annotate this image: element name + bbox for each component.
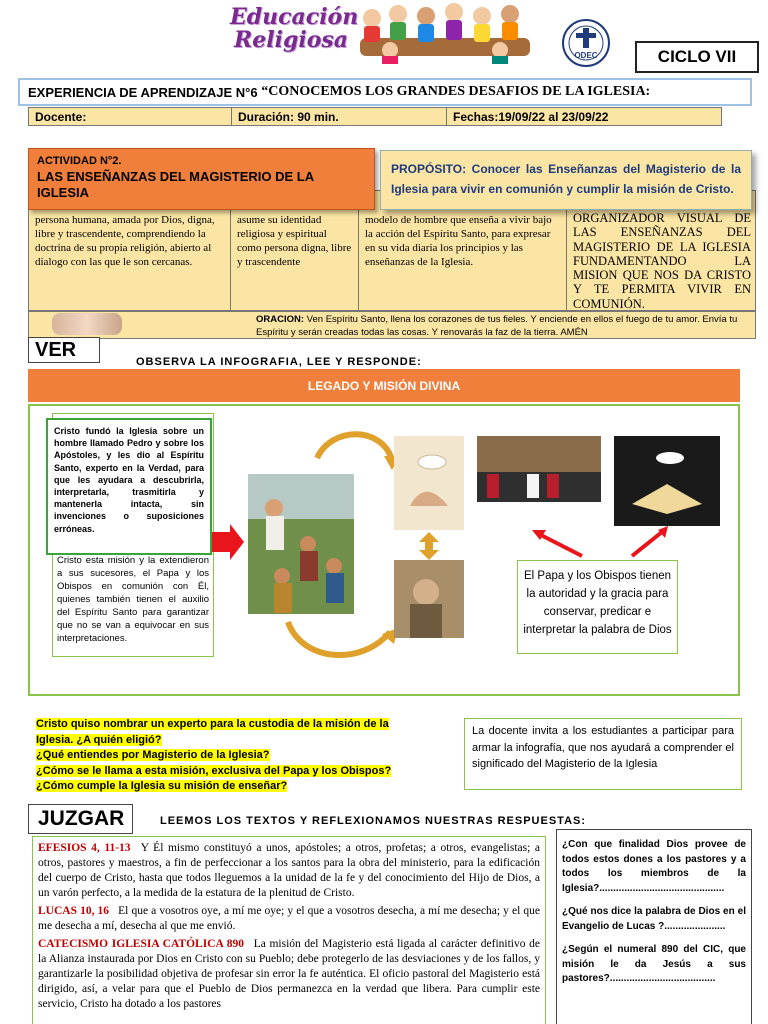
curved-arrow-bottom-icon xyxy=(288,622,390,655)
competencia-cell-3: modelo de hombre que enseña a vivir bajo la acción del Espíritu Santo, para expresar en su vida diaria los principios y las enseñanzas de la Iglesia. xyxy=(359,191,567,311)
question-3: ¿Cómo se le llama a esta misión, exclusiva del Papa y los Obispos? xyxy=(36,764,392,777)
red-arrow-right-icon xyxy=(212,524,244,560)
red-arrow-up-right-icon xyxy=(632,532,662,556)
children-illustration xyxy=(350,2,540,64)
ciclo-badge: CICLO VII xyxy=(635,41,759,73)
red-arrow-left-icon xyxy=(537,533,582,556)
curved-arrow-top-icon xyxy=(317,434,392,460)
juzgar-question-1: ¿Con que finalidad Dios provee de todos estos dones a los pastores y a todos los miembros de la Iglesia?............................................. xyxy=(562,839,746,894)
biblical-texts xyxy=(32,836,546,1024)
question-1: Cristo quiso nombrar un experto para la custodia de la misión de la Iglesia. ¿A quién eligió? xyxy=(36,718,389,746)
juzgar-question-2: ¿Qué nos dice la palabra de Dios en el Evangelio de Lucas ?...................... xyxy=(562,906,746,932)
question-2: ¿Qué entiendes por Magisterio de la Iglesia? xyxy=(36,749,270,761)
duracion-field: Duración: 90 min. xyxy=(232,108,447,125)
oracion-label: ORACION: xyxy=(256,314,305,325)
svg-text:ODEC: ODEC xyxy=(574,51,598,60)
logo-line-2: Religiosa xyxy=(234,27,349,53)
oracion-body: Ven Espíritu Santo, llena los corazones de tus fieles. Y enciende en ellos el fuego de tu amor. Envía tu Espíritu y serán creadas todas las cosas. Y renovarás la faz de la tierra. AMÉN xyxy=(256,314,738,338)
passage-text: El que a vosotros oye, a mí me oye; y el que a vosotros desecha, a mí me desecha; y el que me desecha a mí, desecha al que me envió. xyxy=(38,905,541,932)
docente-field: Docente: xyxy=(29,108,232,125)
juzgar-heading: JUZGAR xyxy=(28,804,133,834)
experiencia-name: “CONOCEMOS LOS GRANDES DESAFIOS DE LA IGLESIA: xyxy=(261,84,651,99)
logo-educacion-religiosa xyxy=(230,6,358,52)
docente-note: La docente invita a los estudiantes a participar para armar la infografía, que nos ayudará a comprender el significado del Magisterio de la Iglesia xyxy=(464,718,742,790)
proposito-label: PROPÓSITO: xyxy=(391,162,467,176)
infographic-overlay-card: Cristo fundó la Iglesia sobre un hombre llamado Pedro y sobre los Apóstoles, y les dio al Espíritu Santo, experto en la Verdad, para que les ayudara a descubrirla, interpretarla, trasmitirla y mantenerla intacta, sin invenciones o suposiciones erróneas. xyxy=(46,418,212,555)
logo-line-1: Educación xyxy=(230,4,359,30)
leemos-instruction: LEEMOS LOS TEXTOS Y REFLEXIONAMOS NUESTRAS RESPUESTAS: xyxy=(160,815,587,827)
passage-efesios xyxy=(38,841,540,901)
passage-ref: CATECISMO IGLESIA CATÓLICA 890 xyxy=(38,938,245,950)
odec-seal-logo xyxy=(556,18,616,68)
passage-catecismo xyxy=(38,937,540,1012)
passage-ref: EFESIOS 4, 11-13 xyxy=(38,842,131,854)
competencia-cell-2: asume su identidad religiosa y espiritual como persona digna, libre y trascendente xyxy=(231,191,359,311)
question-4: ¿Cómo cumple la Iglesia su misión de enseñar? xyxy=(36,780,288,792)
jesus-disciples-image xyxy=(248,474,354,614)
juzgar-question-3: ¿Según el numeral 890 del CIC, que misión le da Jesús a sus pastores?...................................... xyxy=(562,944,746,984)
passage-ref: LUCAS 10, 16 xyxy=(38,905,110,917)
praying-hands-image xyxy=(52,313,122,335)
observa-instruction: OBSERVA LA INFOGRAFIA, LEE Y RESPONDE: xyxy=(136,356,422,368)
passage-text: La misión del Magisterio está ligada al carácter definitivo de la Alianza instaurada por Dios en Cristo con su Pueblo; debe protegerlo de las desviaciones y de los fallos, y garantizarle la posibilidad objetiva de profesar sin error la fe auténtica. El oficio pastoral del Magisterio está dirigido, así, a velar para que el Pueblo de Dios permanezca en la verdad que libera. Para cumplir este servicio, Cristo ha dotado a los pastores xyxy=(38,938,540,1010)
dove-hands-image xyxy=(394,436,464,530)
oracion-text xyxy=(256,311,756,341)
legado-banner: LEGADO Y MISIÓN DIVINA xyxy=(28,369,740,402)
double-arrow-icon xyxy=(419,532,439,560)
passage-lucas xyxy=(38,904,540,934)
saint-peter-image xyxy=(394,560,464,638)
ver-questions xyxy=(36,717,392,795)
papa-obispos-card: El Papa y los Obispos tienen la autoridad y la gracia para conservar, predicar e interpretar la palabra de Dios xyxy=(517,560,678,654)
ver-heading: VER xyxy=(28,337,100,363)
experiencia-title xyxy=(18,78,752,106)
info-bar xyxy=(28,107,722,126)
actividad-title: LAS ENSEÑANZAS DEL MAGISTERIO DE LA IGLESIA xyxy=(37,169,314,200)
proposito-box xyxy=(380,150,752,210)
experiencia-label: EXPERIENCIA DE APRENDIZAJE N°6 xyxy=(28,84,258,100)
pope-bishops-image xyxy=(477,436,601,502)
actividad-box xyxy=(28,148,375,210)
juzgar-questions-box xyxy=(556,829,752,1024)
competencia-cell-1: persona humana, amada por Dios, digna, libre y trascendente, comprendiendo la doctrina de su propia religión, abierto al dialogo con las que le son cercanas. xyxy=(29,191,231,311)
actividad-number: ACTIVIDAD N°2. xyxy=(37,155,122,167)
bible-dove-image xyxy=(614,436,720,526)
evidencia-cell: ORGANIZADOR VISUAL DE LAS ENSEÑANZAS DEL MAGISTERIO DE LA IGLESIA FUNDAMENTANDO LA MISION QUE NOS DA CRISTO Y TE PERMITA VIVIR EN COMUNIÓN. xyxy=(573,211,751,311)
proposito-text: Conocer las Enseñanzas del Magisterio de la Iglesia para vivir en comunión y cumplir la misión de Cristo. xyxy=(391,162,741,196)
passage-text: Y Él mismo constituyó a unos, apóstoles; a otros, profetas; a otros, evangelistas; a otros, pastores y maestros, a fin de perfeccionar a los santos para la obra del ministerio, para la edificación del cuerpo de Cristo, hasta que todos lleguemos a la unidad de la fe y del conocimiento del Hijo de Dios, a un varón perfecto, a la medida de la estatura de la plenitud de Cristo. xyxy=(38,842,540,899)
infographic-back-paragraph: Cristo esta misión y la extendieron a sus sucesores, el Papa y los Obispos en comunión con Él, quienes también tienen el auxilio del Espíritu Santo para garantizar que no se van a equivocar en sus interpretaciones. xyxy=(57,555,209,644)
fechas-field: Fechas:19/09/22 al 23/09/22 xyxy=(453,110,609,124)
